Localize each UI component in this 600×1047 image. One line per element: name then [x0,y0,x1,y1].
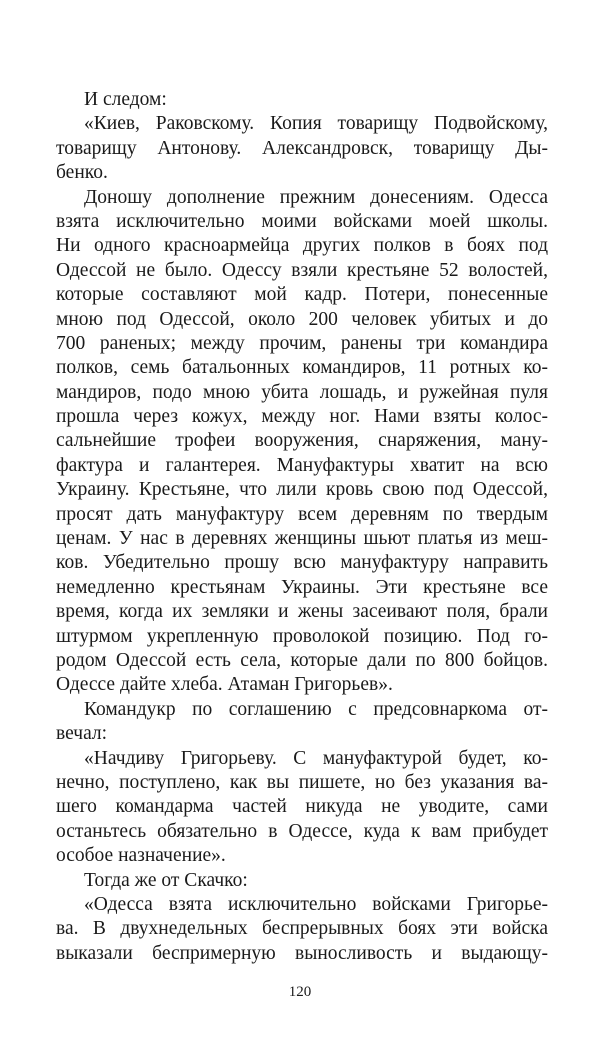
text-line: вечал: [56,723,108,745]
text-line: полков, семь батальонных командиров, 11 ротных ко- [56,357,548,379]
text-line: прошла через кожух, между ног. Нами взяты колос- [56,406,548,428]
text-line: Командукр по соглашению с предсовнаркома от- [84,698,548,720]
text-line: штурмом укрепленную проволокой позицию. Под го- [56,625,548,647]
page-number: 120 [288,984,312,1000]
text-line: просят дать мануфактуру всем деревням по твердым [56,503,548,525]
text-line: Украину. Крестьяне, что лили кровь свою под Одессой, [56,479,548,501]
text-line: взята исключительно моими войсками моей школы. [56,210,548,232]
text-line: родом Одессой есть села, которые дали по 800 бойцов. [56,649,548,671]
text-line: Тогда же от Скачко: [84,869,248,891]
text-line: Одессе дайте хлеба. Атаман Григорьев». [56,674,393,696]
text-line: И следом: [84,89,167,110]
text-line: нечно, поступлено, как вы пишете, но без указания ва- [56,771,548,793]
text-line: бенко. [56,162,108,184]
text-line: ков. Убедительно прошу всю мануфактуру направить [56,552,548,574]
text-line: сальнейшие трофеи вооружения, снаряжения, ману- [56,430,548,452]
text-line: выказали беспримерную выносливость и выдающу- [56,942,548,964]
text-line: останьтесь обязательно в Одессе, куда к вам прибудет [56,820,548,842]
text-line: шего командарма частей никуда не уводите, сами [56,796,548,818]
text-line: товарищу Антонову. Александровск, товарищу Ды- [56,137,548,159]
text-line: Доношу дополнение прежним донесениям. Одесса [84,186,548,208]
text-line: фактура и галантерея. Мануфактуры хватит на всю [56,454,548,476]
text-line: мною под Одессой, около 200 человек убитых и до [56,308,548,330]
text-line: 700 раненых; между прочим, ранены три командира [56,332,548,354]
text-line: ценам. У нас в деревнях женщины шьют платья из меш- [56,528,548,550]
text-line: Одессой не было. Одессу взяли крестьяне 52 волостей, [56,259,548,281]
text-line: мандиров, подо мною убита лошадь, и ружейная пуля [56,381,548,403]
text-line: «Киев, Раковскому. Копия товарищу Подвойскому, [84,113,548,135]
text-line: «Начдиву Григорьеву. С мануфактурой будет, ко- [84,747,548,769]
text-line: ва. В двухнедельных беспрерывных боях эти войска [56,918,548,940]
text-line: которые составляют мой кадр. Потери, понесенные [56,284,548,306]
text-line: «Одесса взята исключительно войсками Григорье- [84,893,548,915]
text-line: Ни одного красноармейца других полков в боях под [56,235,548,257]
text-line: особое назначение». [56,845,226,867]
page-text-body [56,88,548,966]
text-line: время, когда их земляки и жены засеивают поля, брали [56,601,548,623]
text-line: немедленно крестьянам Украины. Эти крестьяне все [56,576,548,598]
